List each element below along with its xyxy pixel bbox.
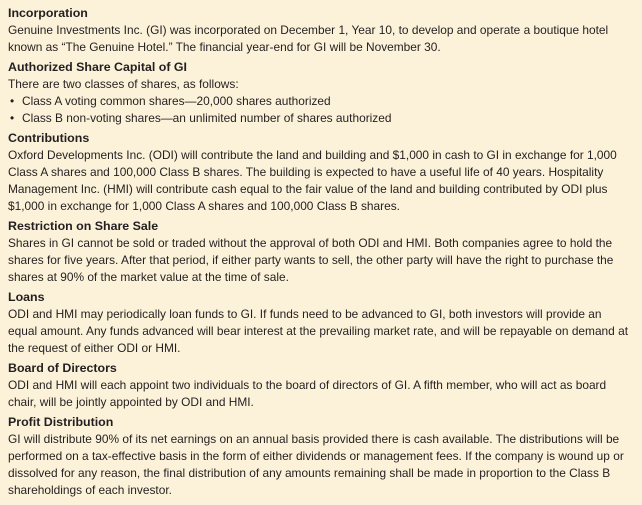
section-heading: Incorporation: [8, 6, 88, 20]
section-heading: Profit Distribution: [8, 415, 114, 429]
section-heading: Loans: [8, 290, 45, 304]
section-authorized-share-capital: [8, 59, 632, 127]
list-item-text: Class B non-voting shares—an unlimited number of shares authorized: [22, 111, 392, 125]
section-restriction-on-share-sale: [8, 218, 632, 286]
section-incorporation: [8, 5, 632, 56]
section-paragraph: Shares in GI cannot be sold or traded without the approval of both ODI and HMI. Both companies agree to hold the shares for five years. After that period, if either party wants to sell, the other party will have the right to purchase the shares at 90% of the market value at the time of sale.: [8, 236, 614, 284]
bullet-icon: •: [10, 94, 15, 108]
section-loans: [8, 289, 632, 357]
bullet-icon: •: [10, 111, 15, 125]
section-heading: Restriction on Share Sale: [8, 219, 159, 233]
section-contributions: [8, 130, 632, 215]
list-item-text: Class A voting common shares—20,000 shares authorized: [22, 94, 331, 108]
share-class-list: [8, 93, 632, 127]
section-paragraph: Oxford Developments Inc. (ODI) will contribute the land and building and $1,000 in cash to GI in exchange for 1,000 Class A shares and 100,000 Class B shares. The building is expected to have a useful life of 40 years. Hospitality Management Inc. (HMI) will contribute cash equal to the fair value of the land and building contributed by ODI plus $1,000 in exchange for 1,000 Class A shares and 100,000 Class B shares.: [8, 148, 617, 213]
section-heading: Board of Directors: [8, 361, 117, 375]
section-board-of-directors: [8, 360, 632, 411]
list-item: [8, 93, 632, 110]
section-heading: Contributions: [8, 131, 90, 145]
section-profit-distribution: [8, 414, 632, 499]
section-paragraph: ODI and HMI will each appoint two individuals to the board of directors of GI. A fifth member, who will act as board chair, will be jointly appointed by ODI and HMI.: [8, 378, 607, 409]
section-heading: Authorized Share Capital of GI: [8, 60, 187, 74]
list-item: [8, 110, 632, 127]
section-paragraph: ODI and HMI may periodically loan funds to GI. If funds need to be advanced to GI, both investors will provide an equal amount. Any funds advanced will bear interest at the prevailing market rate, and will be repayable on demand at the request of either ODI or HMI.: [8, 307, 629, 355]
section-paragraph: Genuine Investments Inc. (GI) was incorporated on December 1, Year 10, to develop and operate a boutique hotel known as “The Genuine Hotel.” The financial year-end for GI will be November 30.: [8, 23, 609, 54]
section-intro: There are two classes of shares, as follows:: [8, 77, 239, 91]
section-paragraph: GI will distribute 90% of its net earnings on an annual basis provided there is cash available. The distributions will be performed on a tax-effective basis in the form of either dividends or management fees. If the company is wound up or dissolved for any reason, the final distribution of any amounts remaining shall be made in proportion to the Class B shareholdings of each investor.: [8, 432, 624, 497]
